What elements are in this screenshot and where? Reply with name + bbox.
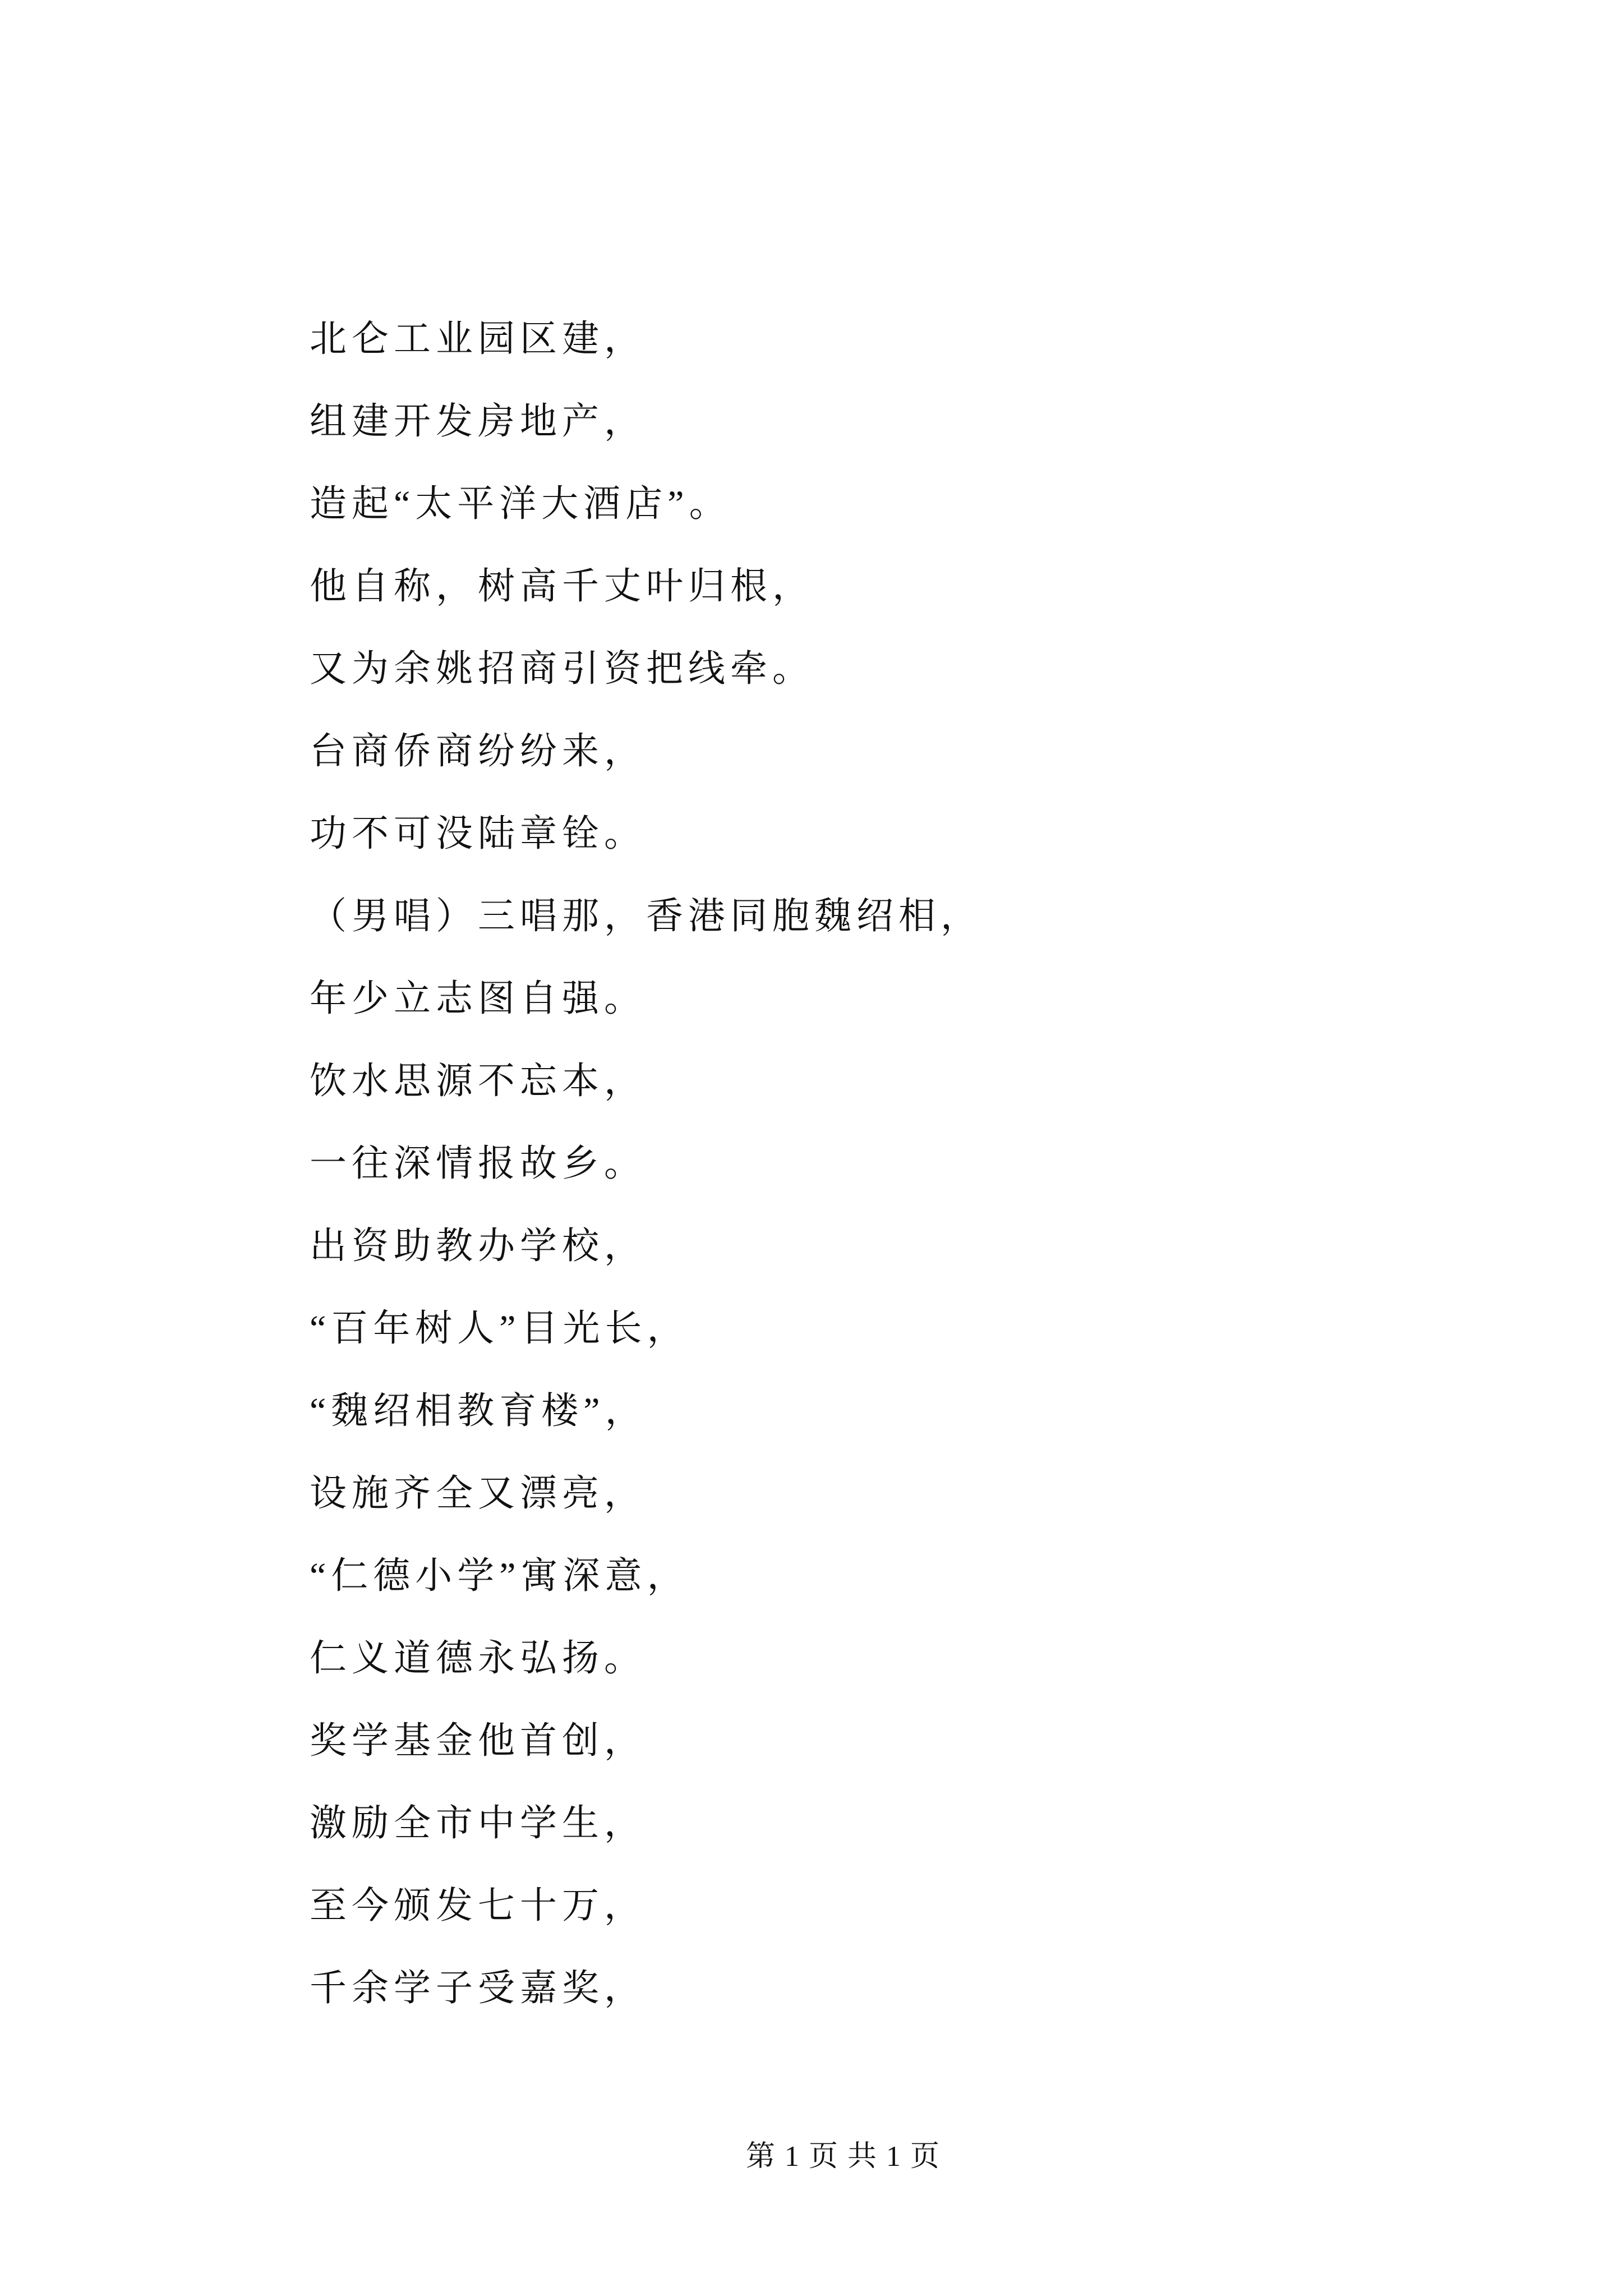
- text-line: 一往深情报故乡。: [310, 1143, 646, 1184]
- text-line: 他自称，树高千丈叶归根，: [310, 566, 814, 607]
- text-line: 千余学子受嘉奖，: [310, 1968, 646, 2009]
- text-line: “魏绍相教育楼”，: [310, 1391, 647, 1432]
- text-line: 组建开发房地产，: [310, 401, 646, 442]
- document-body: [310, 298, 1431, 2030]
- text-line: 北仑工业园区建，: [310, 319, 646, 360]
- text-line: 设施齐全又漂亮，: [310, 1473, 646, 1514]
- text-line: 功不可没陆章铨。: [310, 813, 646, 854]
- text-line: 台商侨商纷纷来，: [310, 731, 646, 772]
- text-line: “仁德小学”寓深意，: [310, 1556, 689, 1596]
- text-line: 仁义道德永弘扬。: [310, 1638, 646, 1679]
- text-line: 奖学基金他首创，: [310, 1720, 646, 1761]
- text-line: 造起“太平洋大酒店”。: [310, 484, 731, 524]
- text-line: 出资助教办学校，: [310, 1226, 646, 1267]
- text-line: 至今颁发七十万，: [310, 1885, 646, 1926]
- text-line: 饮水思源不忘本，: [310, 1061, 646, 1102]
- text-line: （男唱）三唱那，香港同胞魏绍相，: [310, 896, 983, 937]
- text-line: 又为余姚招商引资把线牵。: [310, 648, 814, 689]
- text-line: 激励全市中学生，: [310, 1803, 646, 1844]
- text-line: 年少立志图自强。: [310, 978, 646, 1019]
- page-number-footer: 第 1 页 共 1 页: [746, 2141, 941, 2173]
- text-line: “百年树人”目光长，: [310, 1308, 689, 1349]
